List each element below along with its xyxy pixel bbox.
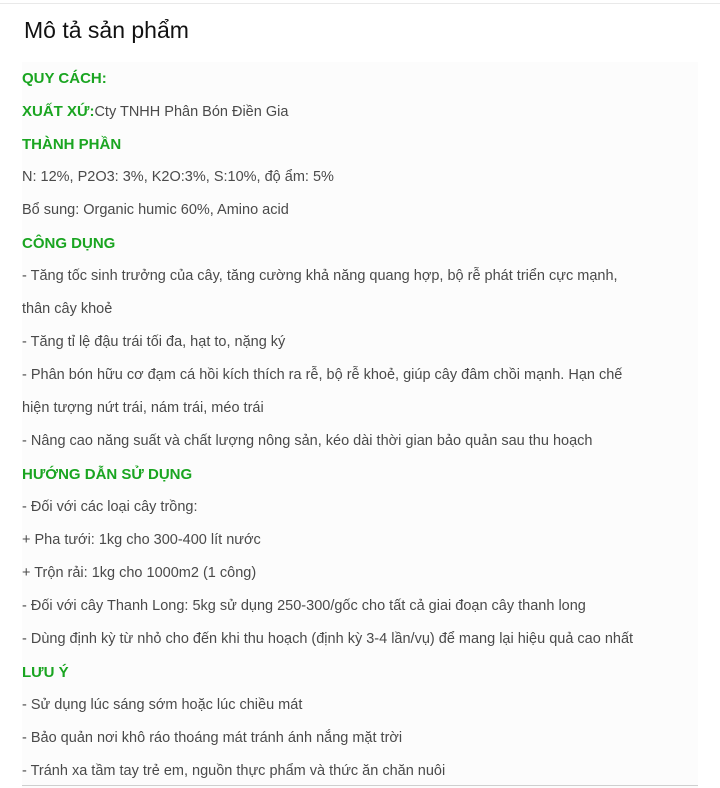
section-quy-cach: QUY CÁCH: <box>22 70 107 87</box>
composition-line: Bổ sung: Organic humic 60%, Amino acid <box>22 202 289 218</box>
note-line: - Tránh xa tầm tay trẻ em, nguồn thực phẩm và thức ăn chăn nuôi <box>22 763 446 779</box>
bottom-divider <box>22 785 698 786</box>
benefit-line: - Nâng cao năng suất và chất lượng nông sản, kéo dài thời gian bảo quản sau thu hoạch <box>22 433 593 449</box>
benefit-line: - Tăng tỉ lệ đậu trái tối đa, hạt to, nặng ký <box>22 334 286 350</box>
section-thanh-phan: THÀNH PHẦN <box>22 136 122 153</box>
origin-label: XUẤT XỨ: <box>22 103 95 120</box>
usage-line: - Đối với các loại cây trồng: <box>22 499 198 515</box>
usage-line: - Đối với cây Thanh Long: 5kg sử dụng 250-300/gốc cho tất cả giai đoạn cây thanh long <box>22 598 586 614</box>
origin-line <box>22 95 698 128</box>
note-line: - Bảo quản nơi khô ráo thoáng mát tránh ánh nắng mặt trời <box>22 730 403 746</box>
section-cong-dung: CÔNG DỤNG <box>22 235 116 252</box>
benefit-line: - Tăng tốc sinh trưởng của cây, tăng cường khả năng quang hợp, bộ rễ phát triển cực mạnh, <box>22 268 618 284</box>
composition-line: N: 12%, P2O3: 3%, K2O:3%, S:10%, độ ẩm: 5% <box>22 169 334 185</box>
usage-line: + Pha tưới: 1kg cho 300-400 lít nước <box>22 532 261 548</box>
usage-line: + Trộn rải: 1kg cho 1000m2 (1 công) <box>22 565 257 581</box>
section-huong-dan: HƯỚNG DẪN SỬ DỤNG <box>22 466 193 483</box>
benefit-line: hiện tượng nứt trái, nám trái, méo trái <box>22 400 264 416</box>
note-line: - Sử dụng lúc sáng sớm hoặc lúc chiều mát <box>22 697 303 713</box>
usage-line: - Dùng định kỳ từ nhỏ cho đến khi thu hoạch (định kỳ 3-4 lần/vụ) để mang lại hiệu quả cao nhất <box>22 631 634 647</box>
benefit-line: - Phân bón hữu cơ đạm cá hồi kích thích ra rễ, bộ rễ khoẻ, giúp cây đâm chồi mạnh. Hạn chế <box>22 367 623 383</box>
origin-value: Cty TNHH Phân Bón Điền Gia <box>94 104 289 120</box>
top-divider <box>0 3 720 4</box>
description-content <box>22 62 698 788</box>
section-luu-y: LƯU Ý <box>22 664 69 681</box>
benefit-line: thân cây khoẻ <box>22 301 113 317</box>
page-title: Mô tả sản phẩm <box>24 17 189 43</box>
